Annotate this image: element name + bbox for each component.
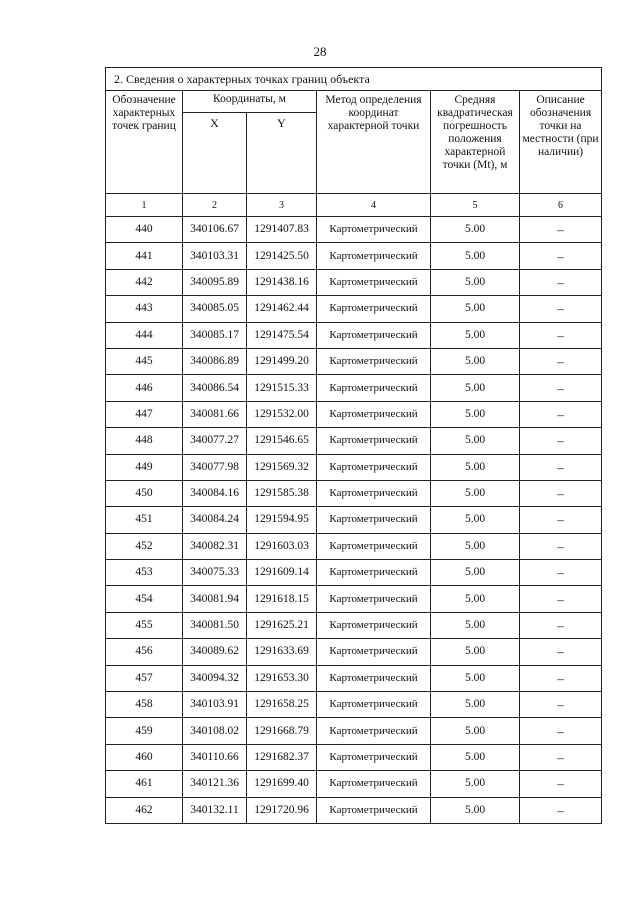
cell-description: – [520, 507, 602, 533]
cell-y: 1291699.40 [247, 771, 317, 797]
boundary-points-table [105, 67, 602, 824]
cell-error: 5.00 [431, 348, 520, 374]
cell-error: 5.00 [431, 692, 520, 718]
cell-y: 1291546.65 [247, 428, 317, 454]
cell-x: 340110.66 [183, 744, 247, 770]
cell-error: 5.00 [431, 797, 520, 823]
cell-point-id: 457 [106, 665, 183, 691]
cell-y: 1291603.03 [247, 533, 317, 559]
cell-point-id: 450 [106, 480, 183, 506]
cell-error: 5.00 [431, 771, 520, 797]
table-row [106, 533, 602, 559]
cell-method: Картометрический [317, 454, 431, 480]
header-error: Средняя квадратическая погрешность положения характерной точки (Mt), м [431, 91, 520, 194]
column-number: 4 [317, 194, 431, 217]
table-row [106, 375, 602, 401]
cell-y: 1291585.38 [247, 480, 317, 506]
cell-y: 1291532.00 [247, 401, 317, 427]
cell-description: – [520, 428, 602, 454]
cell-error: 5.00 [431, 612, 520, 638]
cell-point-id: 456 [106, 639, 183, 665]
cell-method: Картометрический [317, 612, 431, 638]
cell-description: – [520, 322, 602, 348]
cell-x: 340084.24 [183, 507, 247, 533]
header-x: X [183, 113, 247, 194]
cell-y: 1291682.37 [247, 744, 317, 770]
cell-method: Картометрический [317, 533, 431, 559]
cell-y: 1291594.95 [247, 507, 317, 533]
cell-method: Картометрический [317, 243, 431, 269]
cell-description: – [520, 480, 602, 506]
cell-x: 340094.32 [183, 665, 247, 691]
cell-y: 1291720.96 [247, 797, 317, 823]
cell-x: 340085.05 [183, 296, 247, 322]
cell-x: 340082.31 [183, 533, 247, 559]
cell-point-id: 452 [106, 533, 183, 559]
cell-x: 340081.50 [183, 612, 247, 638]
header-y: Y [247, 113, 317, 194]
cell-error: 5.00 [431, 401, 520, 427]
cell-y: 1291569.32 [247, 454, 317, 480]
cell-description: – [520, 692, 602, 718]
cell-point-id: 455 [106, 612, 183, 638]
cell-y: 1291609.14 [247, 560, 317, 586]
table-row [106, 348, 602, 374]
cell-x: 340085.17 [183, 322, 247, 348]
cell-error: 5.00 [431, 217, 520, 243]
cell-method: Картометрический [317, 428, 431, 454]
cell-method: Картометрический [317, 296, 431, 322]
cell-error: 5.00 [431, 322, 520, 348]
table-row [106, 639, 602, 665]
cell-y: 1291658.25 [247, 692, 317, 718]
column-number: 6 [520, 194, 602, 217]
cell-method: Картометрический [317, 560, 431, 586]
cell-x: 340103.91 [183, 692, 247, 718]
cell-point-id: 453 [106, 560, 183, 586]
cell-method: Картометрический [317, 586, 431, 612]
table-row [106, 454, 602, 480]
table-row [106, 771, 602, 797]
cell-x: 340077.98 [183, 454, 247, 480]
cell-method: Картометрический [317, 507, 431, 533]
cell-method: Картометрический [317, 348, 431, 374]
cell-method: Картометрический [317, 269, 431, 295]
table-row [106, 401, 602, 427]
cell-point-id: 446 [106, 375, 183, 401]
column-numbers-row [106, 194, 602, 217]
table-row [106, 480, 602, 506]
cell-description: – [520, 586, 602, 612]
cell-y: 1291407.83 [247, 217, 317, 243]
cell-error: 5.00 [431, 243, 520, 269]
cell-description: – [520, 665, 602, 691]
cell-x: 340095.89 [183, 269, 247, 295]
cell-y: 1291499.20 [247, 348, 317, 374]
cell-point-id: 449 [106, 454, 183, 480]
table-row [106, 665, 602, 691]
cell-x: 340077.27 [183, 428, 247, 454]
cell-error: 5.00 [431, 480, 520, 506]
cell-description: – [520, 243, 602, 269]
cell-x: 340121.36 [183, 771, 247, 797]
cell-description: – [520, 296, 602, 322]
header-designation: Обозначение характерных точек границ [106, 91, 183, 194]
table-row [106, 296, 602, 322]
cell-y: 1291515.33 [247, 375, 317, 401]
cell-point-id: 444 [106, 322, 183, 348]
cell-error: 5.00 [431, 507, 520, 533]
cell-error: 5.00 [431, 375, 520, 401]
cell-description: – [520, 401, 602, 427]
cell-point-id: 447 [106, 401, 183, 427]
header-method: Метод определения координат характерной точки [317, 91, 431, 194]
cell-method: Картометрический [317, 744, 431, 770]
cell-description: – [520, 797, 602, 823]
cell-description: – [520, 533, 602, 559]
table-row [106, 243, 602, 269]
cell-description: – [520, 269, 602, 295]
cell-error: 5.00 [431, 533, 520, 559]
cell-y: 1291653.30 [247, 665, 317, 691]
cell-error: 5.00 [431, 560, 520, 586]
cell-point-id: 459 [106, 718, 183, 744]
cell-description: – [520, 639, 602, 665]
cell-error: 5.00 [431, 639, 520, 665]
cell-point-id: 445 [106, 348, 183, 374]
cell-description: – [520, 771, 602, 797]
cell-point-id: 440 [106, 217, 183, 243]
cell-error: 5.00 [431, 454, 520, 480]
cell-method: Картометрический [317, 322, 431, 348]
table-row [106, 269, 602, 295]
table-row [106, 322, 602, 348]
cell-description: – [520, 348, 602, 374]
column-number: 5 [431, 194, 520, 217]
cell-description: – [520, 454, 602, 480]
table-row [106, 560, 602, 586]
cell-y: 1291668.79 [247, 718, 317, 744]
cell-method: Картометрический [317, 771, 431, 797]
cell-error: 5.00 [431, 586, 520, 612]
cell-point-id: 441 [106, 243, 183, 269]
table-row [106, 217, 602, 243]
cell-y: 1291618.15 [247, 586, 317, 612]
table-row [106, 612, 602, 638]
cell-error: 5.00 [431, 269, 520, 295]
cell-x: 340086.54 [183, 375, 247, 401]
cell-method: Картометрический [317, 665, 431, 691]
cell-y: 1291462.44 [247, 296, 317, 322]
cell-y: 1291438.16 [247, 269, 317, 295]
cell-x: 340108.02 [183, 718, 247, 744]
cell-point-id: 462 [106, 797, 183, 823]
table-title: 2. Сведения о характерных точках границ объекта [106, 68, 602, 91]
column-number: 2 [183, 194, 247, 217]
table-row [106, 744, 602, 770]
cell-x: 340081.94 [183, 586, 247, 612]
cell-description: – [520, 718, 602, 744]
cell-x: 340075.33 [183, 560, 247, 586]
cell-y: 1291625.21 [247, 612, 317, 638]
cell-description: – [520, 375, 602, 401]
table-row [106, 507, 602, 533]
table-row [106, 797, 602, 823]
cell-y: 1291633.69 [247, 639, 317, 665]
table-row [106, 428, 602, 454]
cell-point-id: 443 [106, 296, 183, 322]
cell-method: Картометрический [317, 217, 431, 243]
cell-x: 340106.67 [183, 217, 247, 243]
cell-point-id: 448 [106, 428, 183, 454]
cell-x: 340084.16 [183, 480, 247, 506]
cell-method: Картометрический [317, 639, 431, 665]
cell-y: 1291475.54 [247, 322, 317, 348]
cell-error: 5.00 [431, 718, 520, 744]
cell-x: 340103.31 [183, 243, 247, 269]
table-body [106, 217, 602, 824]
cell-x: 340089.62 [183, 639, 247, 665]
page-number: 28 [313, 44, 327, 59]
cell-point-id: 461 [106, 771, 183, 797]
header-description: Описание обозначения точки на местности (при наличии) [520, 91, 602, 194]
cell-method: Картометрический [317, 718, 431, 744]
table-row [106, 586, 602, 612]
cell-method: Картометрический [317, 692, 431, 718]
cell-method: Картометрический [317, 797, 431, 823]
cell-point-id: 454 [106, 586, 183, 612]
cell-description: – [520, 612, 602, 638]
cell-x: 340086.89 [183, 348, 247, 374]
cell-point-id: 451 [106, 507, 183, 533]
column-number: 1 [106, 194, 183, 217]
table-row [106, 692, 602, 718]
header-coordinates: Координаты, м [183, 91, 317, 113]
cell-description: – [520, 217, 602, 243]
cell-x: 340081.66 [183, 401, 247, 427]
column-number: 3 [247, 194, 317, 217]
cell-error: 5.00 [431, 428, 520, 454]
cell-description: – [520, 744, 602, 770]
cell-description: – [520, 560, 602, 586]
cell-error: 5.00 [431, 744, 520, 770]
cell-point-id: 442 [106, 269, 183, 295]
cell-method: Картометрический [317, 375, 431, 401]
cell-y: 1291425.50 [247, 243, 317, 269]
cell-error: 5.00 [431, 665, 520, 691]
cell-method: Картометрический [317, 480, 431, 506]
cell-error: 5.00 [431, 296, 520, 322]
table-row [106, 718, 602, 744]
cell-point-id: 460 [106, 744, 183, 770]
cell-x: 340132.11 [183, 797, 247, 823]
cell-point-id: 458 [106, 692, 183, 718]
cell-method: Картометрический [317, 401, 431, 427]
